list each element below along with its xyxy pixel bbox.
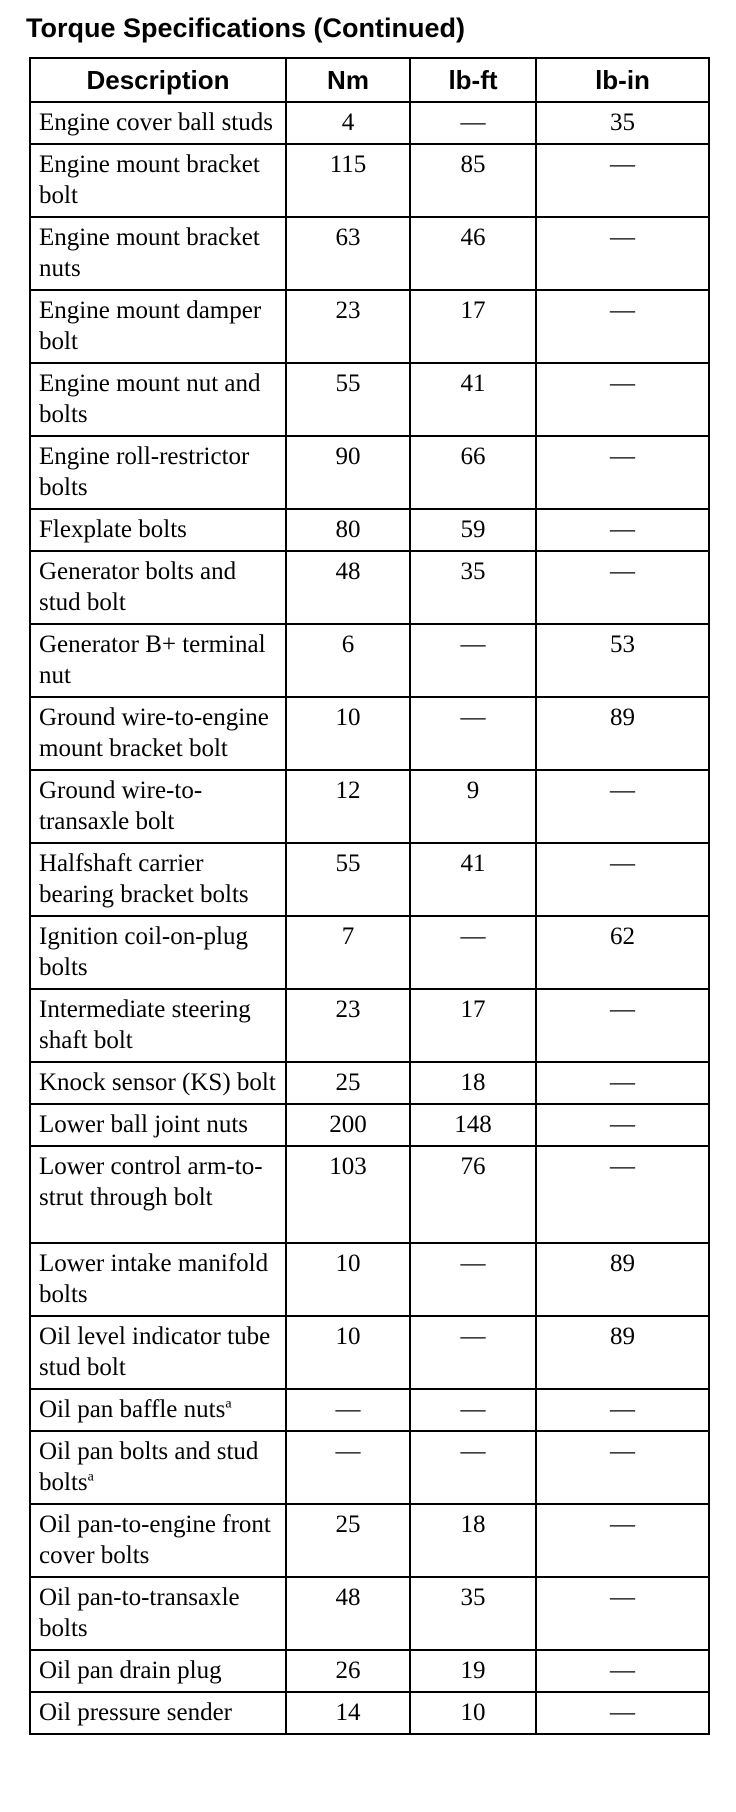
nm-cell: 4 xyxy=(286,102,410,144)
table-row xyxy=(30,989,709,1062)
lb-ft-cell: 17 xyxy=(410,989,536,1062)
lb-ft-cell: — xyxy=(410,697,536,770)
description-cell xyxy=(30,1389,286,1431)
description-cell xyxy=(30,843,286,916)
table-row xyxy=(30,1243,709,1316)
table-row xyxy=(30,290,709,363)
table-row xyxy=(30,436,709,509)
table-row xyxy=(30,697,709,770)
column-header-lb-ft: lb-ft xyxy=(410,58,536,102)
torque-specifications-table xyxy=(29,57,710,1735)
description-cell xyxy=(30,916,286,989)
description-cell xyxy=(30,1504,286,1577)
table-row xyxy=(30,1577,709,1650)
nm-cell: 25 xyxy=(286,1504,410,1577)
description-cell xyxy=(30,624,286,697)
description-text: Oil pressure sender xyxy=(39,1699,232,1726)
description-cell xyxy=(30,1243,286,1316)
description-text: Ground wire-to-engine mount bracket bolt xyxy=(39,704,269,762)
nm-cell: 10 xyxy=(286,1316,410,1389)
description-text: Engine roll-restrictor bolts xyxy=(39,443,250,501)
nm-cell: 6 xyxy=(286,624,410,697)
column-header-description: Description xyxy=(30,58,286,102)
description-cell xyxy=(30,363,286,436)
lb-in-cell: 35 xyxy=(536,102,709,144)
lb-in-cell: — xyxy=(536,436,709,509)
table-row xyxy=(30,1504,709,1577)
lb-in-cell: — xyxy=(536,843,709,916)
table-row xyxy=(30,1389,709,1431)
lb-in-cell: — xyxy=(536,989,709,1062)
description-cell xyxy=(30,551,286,624)
description-text: Lower ball joint nuts xyxy=(39,1111,248,1138)
lb-ft-cell: 17 xyxy=(410,290,536,363)
nm-cell: 10 xyxy=(286,697,410,770)
description-cell xyxy=(30,436,286,509)
table-row xyxy=(30,509,709,551)
lb-in-cell: 89 xyxy=(536,1316,709,1389)
table-row xyxy=(30,770,709,843)
nm-cell: 55 xyxy=(286,363,410,436)
lb-ft-cell: 9 xyxy=(410,770,536,843)
description-cell xyxy=(30,1650,286,1692)
table-row xyxy=(30,1062,709,1104)
column-header-lb-in: lb-in xyxy=(536,58,709,102)
table-row xyxy=(30,1146,709,1243)
description-text: Oil pan bolts and stud bolts xyxy=(39,1438,259,1496)
lb-ft-cell: 148 xyxy=(410,1104,536,1146)
description-text: Knock sensor (KS) bolt xyxy=(39,1069,276,1096)
lb-ft-cell: 18 xyxy=(410,1504,536,1577)
nm-cell: 10 xyxy=(286,1243,410,1316)
table-row xyxy=(30,363,709,436)
lb-ft-cell: — xyxy=(410,916,536,989)
nm-cell: 80 xyxy=(286,509,410,551)
description-text: Engine mount bracket bolt xyxy=(39,151,260,209)
description-text: Engine cover ball studs xyxy=(39,109,273,136)
table-row xyxy=(30,1104,709,1146)
lb-in-cell: — xyxy=(536,551,709,624)
description-text: Intermediate steering shaft bolt xyxy=(39,996,251,1054)
footnote-marker: a xyxy=(225,1396,232,1412)
description-text: Halfshaft carrier bearing bracket bolts xyxy=(39,850,249,908)
lb-in-cell: — xyxy=(536,1692,709,1734)
column-header-nm: Nm xyxy=(286,58,410,102)
nm-cell: 55 xyxy=(286,843,410,916)
table-row xyxy=(30,1650,709,1692)
nm-cell: — xyxy=(286,1389,410,1431)
table-body xyxy=(30,102,709,1734)
lb-in-cell: 62 xyxy=(536,916,709,989)
table-row xyxy=(30,843,709,916)
lb-ft-cell: 59 xyxy=(410,509,536,551)
lb-ft-cell: 10 xyxy=(410,1692,536,1734)
nm-cell: 48 xyxy=(286,1577,410,1650)
lb-in-cell: — xyxy=(536,1504,709,1577)
page-title: Torque Specifications (Continued) xyxy=(26,13,466,43)
description-text: Engine mount bracket nuts xyxy=(39,224,260,282)
lb-ft-cell: 19 xyxy=(410,1650,536,1692)
lb-in-cell: — xyxy=(536,1577,709,1650)
lb-in-cell: — xyxy=(536,144,709,217)
description-text: Generator B+ terminal nut xyxy=(39,631,266,689)
description-cell xyxy=(30,989,286,1062)
lb-ft-cell: — xyxy=(410,1389,536,1431)
lb-ft-cell: 35 xyxy=(410,1577,536,1650)
description-cell xyxy=(30,102,286,144)
nm-cell: 7 xyxy=(286,916,410,989)
description-cell xyxy=(30,697,286,770)
lb-ft-cell: — xyxy=(410,1316,536,1389)
footnote-marker: a xyxy=(87,1469,94,1485)
lb-ft-cell: — xyxy=(410,1243,536,1316)
nm-cell: 48 xyxy=(286,551,410,624)
description-text: Engine mount nut and bolts xyxy=(39,370,261,428)
lb-ft-cell: 35 xyxy=(410,551,536,624)
description-cell xyxy=(30,144,286,217)
nm-cell: — xyxy=(286,1431,410,1504)
description-text: Ignition coil-on-plug bolts xyxy=(39,923,248,981)
description-cell xyxy=(30,217,286,290)
nm-cell: 23 xyxy=(286,989,410,1062)
lb-in-cell: 53 xyxy=(536,624,709,697)
lb-in-cell: — xyxy=(536,290,709,363)
table-row xyxy=(30,102,709,144)
description-text: Oil pan-to-transaxle bolts xyxy=(39,1584,240,1642)
lb-in-cell: 89 xyxy=(536,1243,709,1316)
lb-in-cell: — xyxy=(536,1431,709,1504)
table-row xyxy=(30,1431,709,1504)
nm-cell: 26 xyxy=(286,1650,410,1692)
table-row xyxy=(30,1692,709,1734)
table-row xyxy=(30,624,709,697)
description-text: Engine mount damper bolt xyxy=(39,297,262,355)
description-cell xyxy=(30,1577,286,1650)
nm-cell: 200 xyxy=(286,1104,410,1146)
lb-in-cell: — xyxy=(536,363,709,436)
description-cell xyxy=(30,1316,286,1389)
lb-in-cell: — xyxy=(536,1146,709,1243)
description-cell xyxy=(30,1431,286,1504)
description-text: Oil pan drain plug xyxy=(39,1657,222,1684)
nm-cell: 103 xyxy=(286,1146,410,1243)
nm-cell: 90 xyxy=(286,436,410,509)
lb-ft-cell: 85 xyxy=(410,144,536,217)
lb-in-cell: — xyxy=(536,509,709,551)
lb-in-cell: — xyxy=(536,770,709,843)
lb-ft-cell: — xyxy=(410,1431,536,1504)
table-row xyxy=(30,144,709,217)
nm-cell: 25 xyxy=(286,1062,410,1104)
lb-ft-cell: 41 xyxy=(410,843,536,916)
lb-in-cell: — xyxy=(536,1062,709,1104)
table-header-row xyxy=(30,58,709,102)
lb-in-cell: — xyxy=(536,217,709,290)
table-row xyxy=(30,217,709,290)
lb-ft-cell: 66 xyxy=(410,436,536,509)
description-cell xyxy=(30,1146,286,1243)
nm-cell: 14 xyxy=(286,1692,410,1734)
description-cell xyxy=(30,1104,286,1146)
table-row xyxy=(30,551,709,624)
description-cell xyxy=(30,1692,286,1734)
description-text: Generator bolts and stud bolt xyxy=(39,558,237,616)
table-row xyxy=(30,916,709,989)
description-cell xyxy=(30,509,286,551)
description-cell xyxy=(30,290,286,363)
lb-ft-cell: 41 xyxy=(410,363,536,436)
lb-ft-cell: — xyxy=(410,102,536,144)
description-text: Flexplate bolts xyxy=(39,516,187,543)
lb-ft-cell: — xyxy=(410,624,536,697)
nm-cell: 12 xyxy=(286,770,410,843)
lb-ft-cell: 76 xyxy=(410,1146,536,1243)
description-text: Oil pan-to-engine front cover bolts xyxy=(39,1511,271,1569)
lb-ft-cell: 46 xyxy=(410,217,536,290)
lb-in-cell: — xyxy=(536,1650,709,1692)
nm-cell: 63 xyxy=(286,217,410,290)
description-text: Ground wire-to-transaxle bolt xyxy=(39,777,203,835)
description-text: Oil pan baffle nuts xyxy=(39,1396,226,1423)
description-text: Lower intake manifold bolts xyxy=(39,1250,269,1308)
lb-in-cell: — xyxy=(536,1104,709,1146)
lb-ft-cell: 18 xyxy=(410,1062,536,1104)
description-cell xyxy=(30,770,286,843)
nm-cell: 115 xyxy=(286,144,410,217)
description-cell xyxy=(30,1062,286,1104)
nm-cell: 23 xyxy=(286,290,410,363)
table-row xyxy=(30,1316,709,1389)
lb-in-cell: — xyxy=(536,1389,709,1431)
description-text: Oil level indicator tube stud bolt xyxy=(39,1323,271,1381)
lb-in-cell: 89 xyxy=(536,697,709,770)
description-text: Lower control arm-to-strut through bolt xyxy=(39,1153,263,1211)
